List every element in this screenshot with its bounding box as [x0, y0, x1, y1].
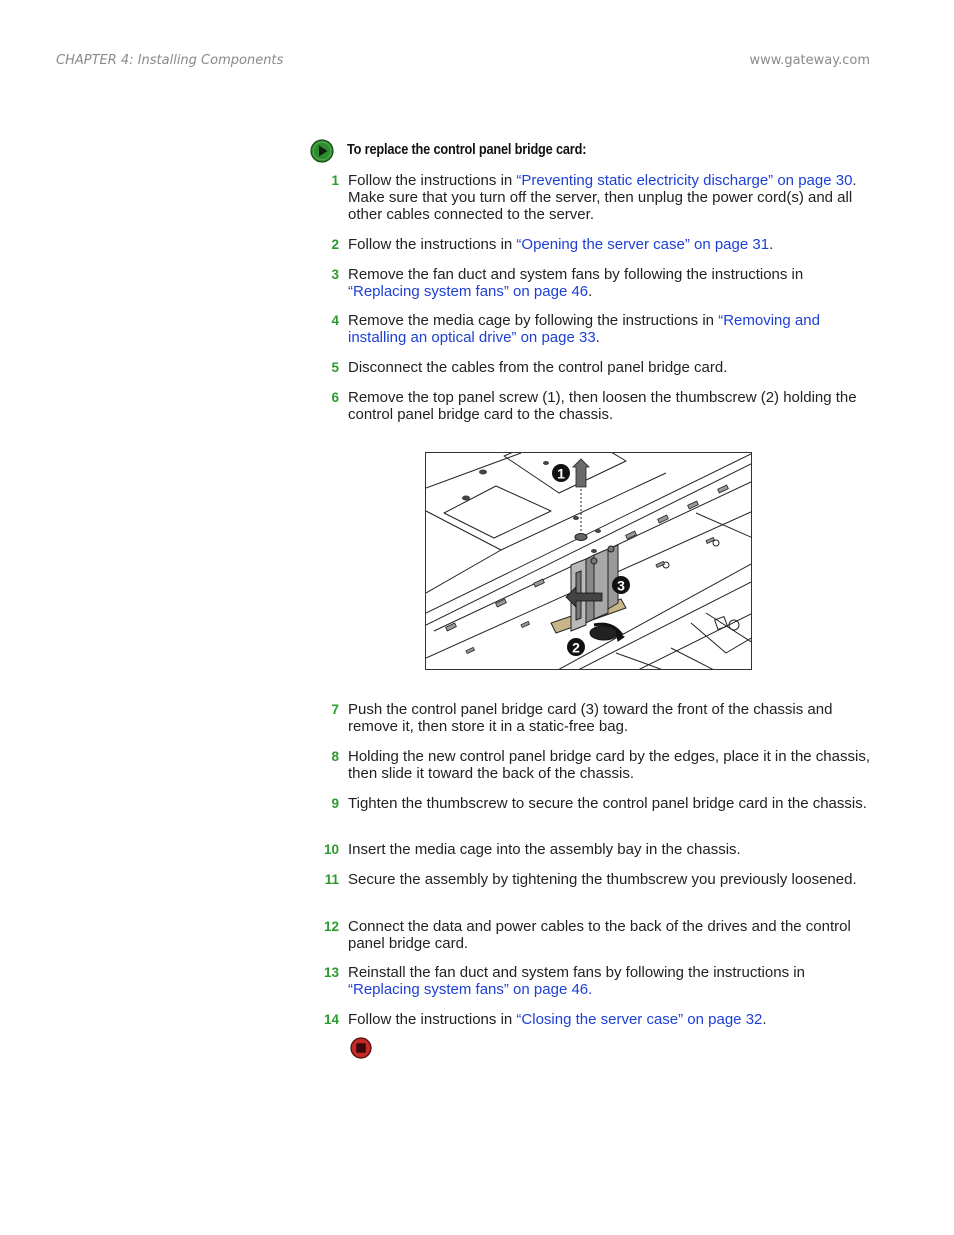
- step-text: [348, 236, 870, 253]
- step-text: [348, 748, 870, 782]
- step-number: 9: [331, 796, 339, 811]
- step-text: [348, 841, 870, 858]
- step-number: 3: [331, 267, 339, 282]
- step-number: 14: [323, 1012, 339, 1027]
- step-item: [310, 871, 870, 888]
- step-item: [310, 964, 870, 998]
- cross-reference-link[interactable]: “Closing the server case” on page 32: [516, 1011, 763, 1028]
- step-text: [348, 918, 870, 952]
- step-item: [310, 236, 870, 253]
- step-text-segment: Holding the new control panel bridge card by the edges, place it in the chassis, then slide it toward the back of the chassis.: [348, 748, 870, 782]
- step-text: [348, 389, 870, 423]
- step-text: [348, 172, 870, 223]
- step-text-segment: Follow the instructions in: [348, 236, 517, 253]
- step-item: [310, 1011, 870, 1028]
- step-text: [348, 871, 870, 888]
- step-text: [348, 795, 870, 812]
- callout-1: 1: [557, 465, 565, 482]
- step-text-segment: Remove the top panel screw (1), then loosen the thumbscrew (2) holding the control panel bridge card to the chassis.: [348, 389, 857, 423]
- step-text-segment: Insert the media cage into the assembly bay in the chassis.: [348, 841, 741, 858]
- step-text-segment: Follow the instructions in: [348, 1011, 517, 1028]
- step-text-segment: .: [595, 329, 600, 346]
- callout-3: 3: [617, 577, 625, 594]
- step-number: 5: [331, 360, 339, 375]
- cross-reference-link[interactable]: “Removing and installing an optical drive” on page 33: [348, 312, 820, 346]
- step-text: [348, 701, 870, 735]
- website-header: www.gateway.com: [749, 53, 870, 68]
- step-text: [348, 1011, 870, 1028]
- step-item: [310, 748, 870, 782]
- step-text-segment: .: [769, 236, 774, 253]
- step-number: 12: [323, 919, 339, 934]
- step-number: 7: [331, 702, 339, 717]
- step-item: [310, 918, 870, 952]
- cross-reference-link[interactable]: “Preventing static electricity discharge” on page 30: [516, 172, 853, 189]
- step-number: 8: [331, 749, 339, 764]
- step-text: [348, 964, 870, 998]
- step-item: [310, 389, 870, 423]
- step-item: [310, 795, 870, 812]
- step-item: [310, 312, 870, 346]
- procedure-title: To replace the control panel bridge card:: [347, 142, 587, 158]
- step-text-segment: Tighten the thumbscrew to secure the control panel bridge card in the chassis.: [348, 795, 867, 812]
- bridge-card-illustration: [425, 452, 752, 670]
- step-text-segment: Follow the instructions in: [348, 172, 517, 189]
- step-number: 4: [331, 313, 339, 328]
- step-text-segment: . Make sure that you turn off the server, then unplug the power cord(s) and all other cables connected to the server.: [348, 172, 857, 223]
- step-item: [310, 701, 870, 735]
- cross-reference-link[interactable]: “Replacing system fans” on page 46.: [348, 981, 593, 998]
- step-number: 1: [331, 173, 339, 188]
- play-icon: [310, 139, 334, 163]
- step-text-segment: .: [762, 1011, 767, 1028]
- step-item: [310, 172, 870, 223]
- step-text-segment: Remove the fan duct and system fans by following the instructions in: [348, 266, 804, 283]
- step-text-segment: Connect the data and power cables to the back of the drives and the control panel bridge card.: [348, 918, 851, 952]
- step-text: [348, 266, 870, 300]
- step-text-segment: Reinstall the fan duct and system fans by following the instructions in: [348, 964, 805, 981]
- step-text-segment: .: [588, 283, 593, 300]
- step-item: [310, 266, 870, 300]
- step-text-segment: Secure the assembly by tightening the thumbscrew you previously loosened.: [348, 871, 857, 888]
- step-text-segment: Remove the media cage by following the instructions in: [348, 312, 719, 329]
- cross-reference-link[interactable]: “Opening the server case” on page 31: [516, 236, 770, 253]
- chapter-header: CHAPTER 4: Installing Components: [56, 53, 284, 68]
- callout-2: 2: [572, 639, 580, 656]
- step-text: [348, 359, 870, 376]
- step-number: 11: [324, 872, 339, 887]
- stop-icon: [350, 1037, 372, 1059]
- step-number: 10: [323, 842, 339, 857]
- step-number: 13: [323, 965, 339, 980]
- step-number: 2: [331, 237, 339, 252]
- step-item: [310, 841, 870, 858]
- step-number: 6: [331, 390, 339, 405]
- step-item: [310, 359, 870, 376]
- step-text: [348, 312, 870, 346]
- cross-reference-link[interactable]: “Replacing system fans” on page 46: [348, 283, 589, 300]
- step-text-segment: Push the control panel bridge card (3) toward the front of the chassis and remove it, then store it in a static-free bag.: [348, 701, 833, 735]
- step-text-segment: Disconnect the cables from the control panel bridge card.: [348, 359, 728, 376]
